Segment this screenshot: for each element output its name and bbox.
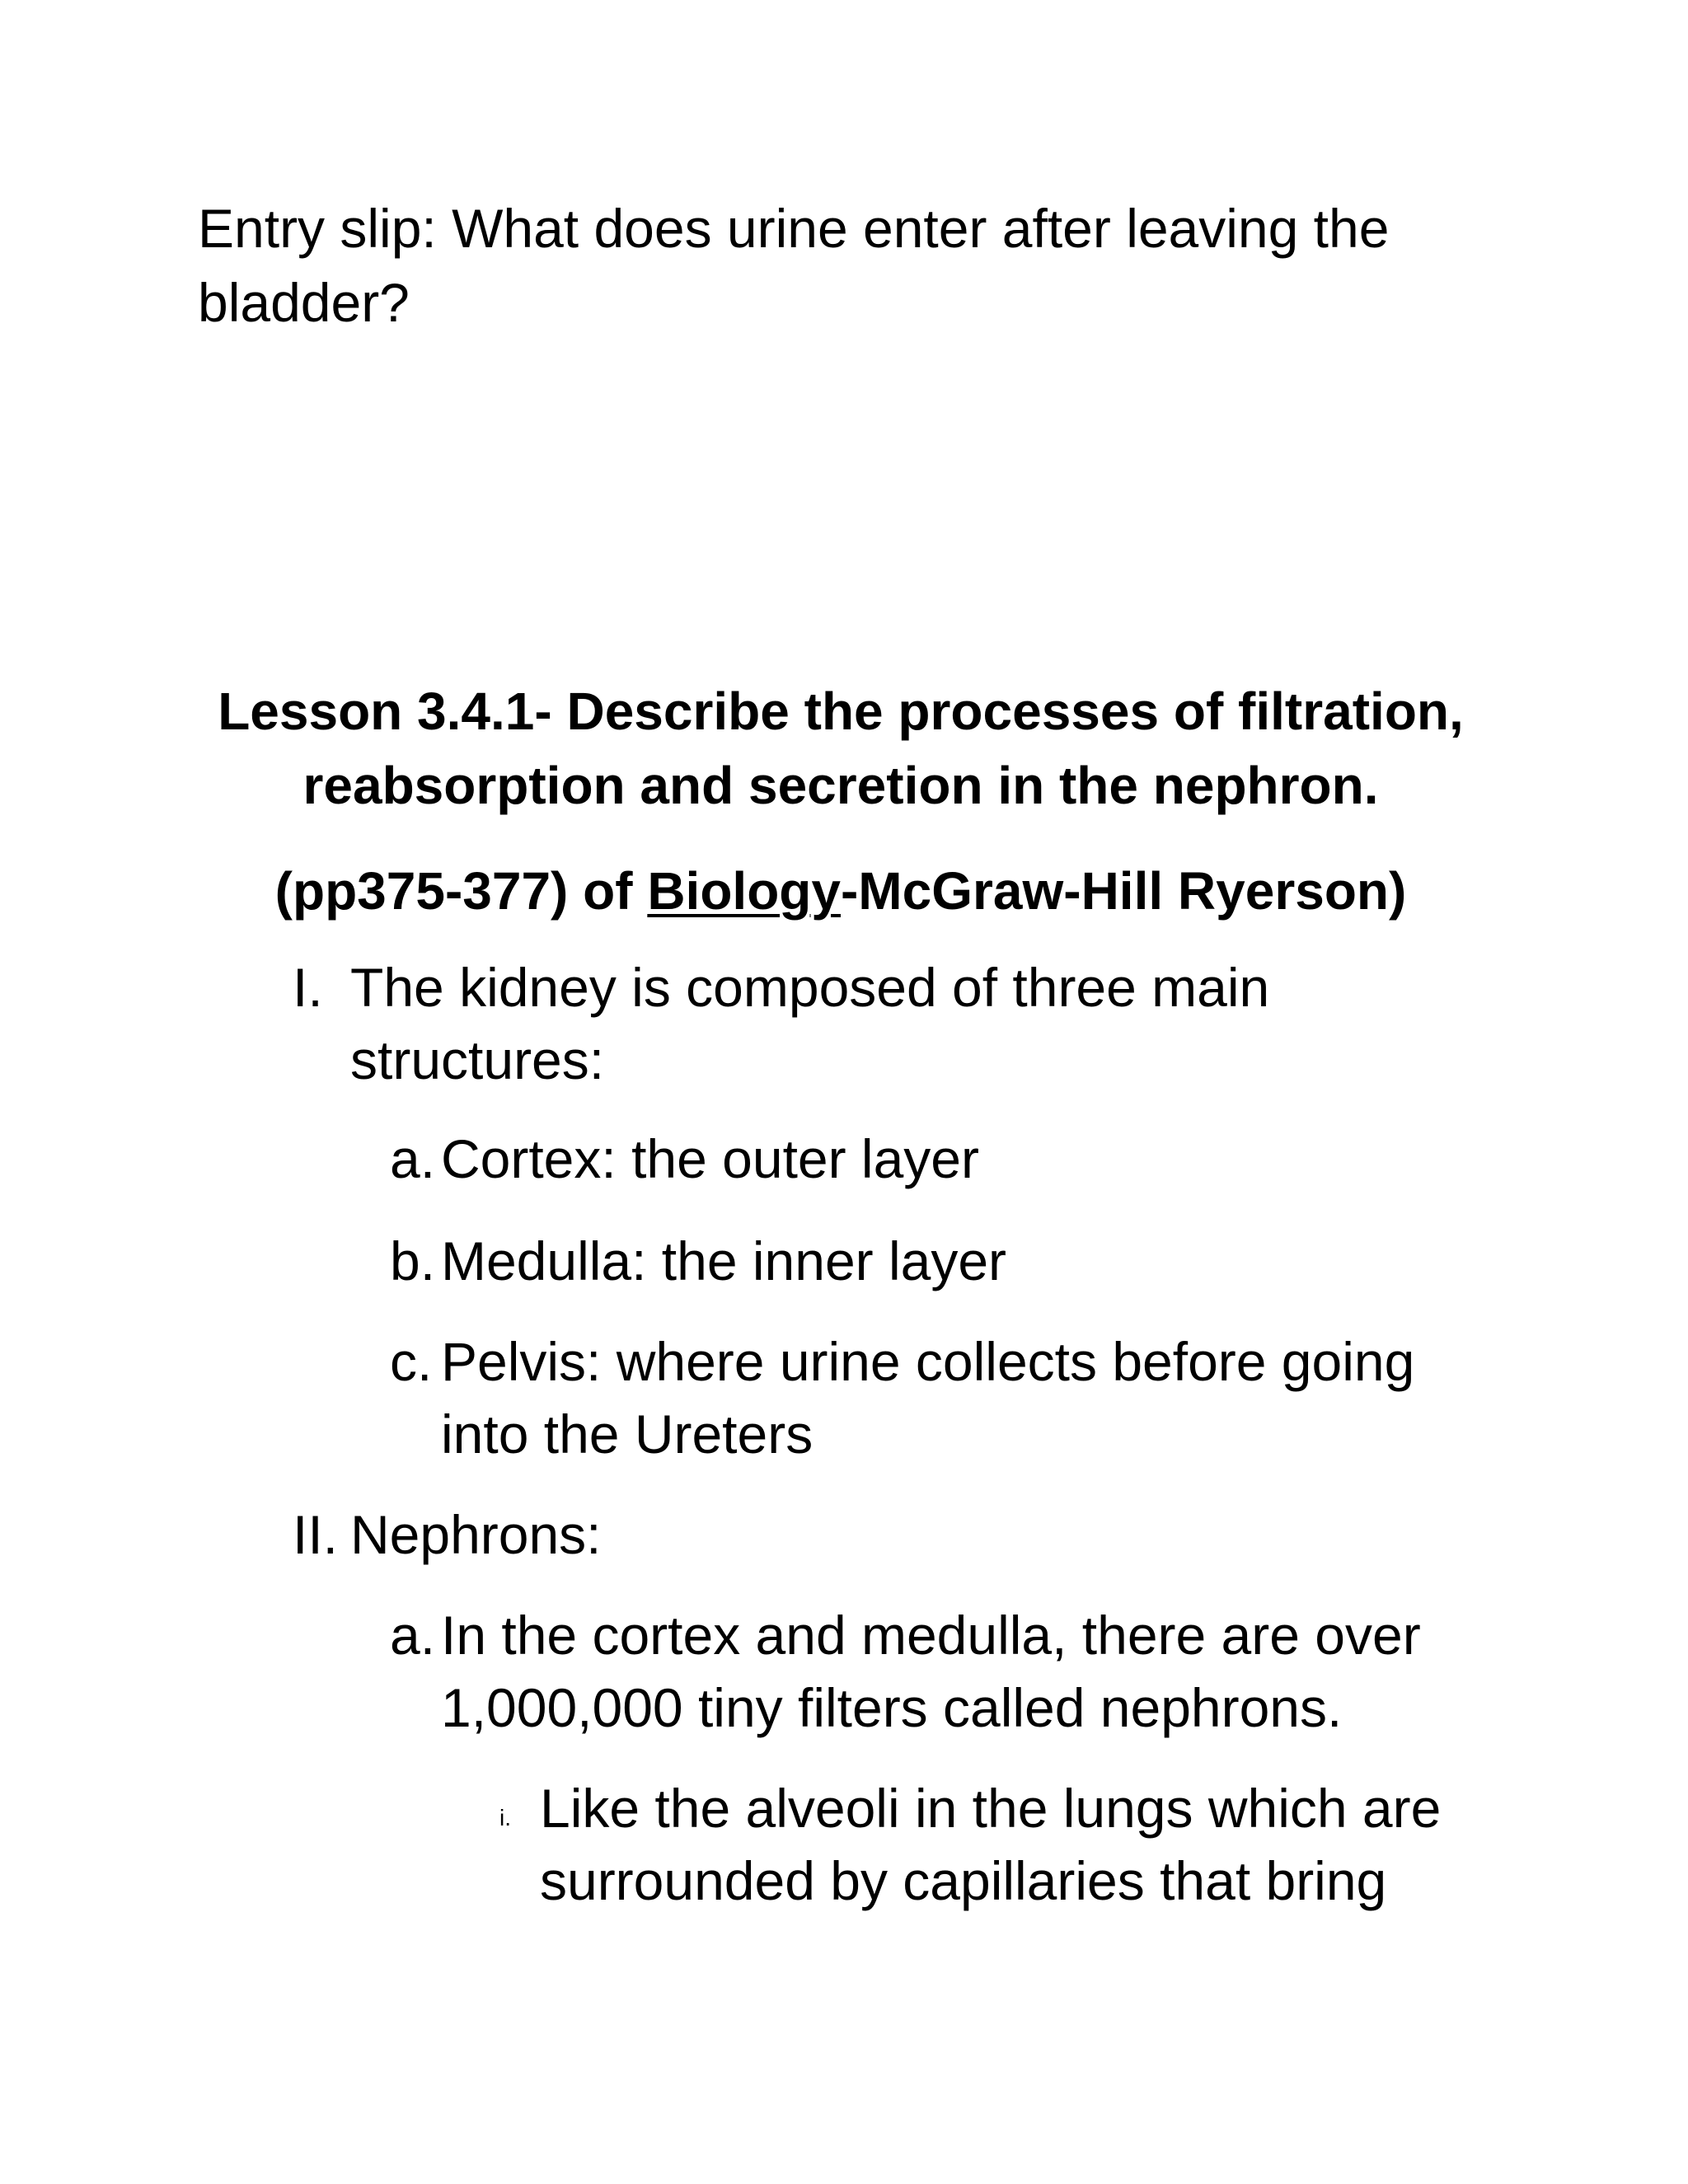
entry-slip-line-1: Entry slip: What does urine enter after leaving the [198, 198, 1390, 259]
section-2-item-a [441, 1599, 1421, 1744]
reference-open: (pp375-377) of [274, 861, 648, 921]
section-1-item-c-line-1: Pelvis: where urine collects before going [441, 1331, 1415, 1392]
section-1-item-c-marker: c. [390, 1331, 433, 1392]
section-1-item-c [441, 1325, 1414, 1470]
lesson-title-line-1: Lesson 3.4.1- Describe the processes of filtration, [218, 682, 1464, 741]
section-1-item-b: Medulla: the inner layer [441, 1230, 1007, 1291]
entry-slip-line-2: bladder? [198, 272, 410, 333]
section-1-text [350, 951, 1269, 1096]
section-2-subitem-i-marker: i. [499, 1805, 511, 1830]
section-2-marker: II. [293, 1504, 339, 1565]
section-1-line-1: The kidney is composed of three main [350, 957, 1270, 1018]
reference-close: -McGraw-Hill Ryerson) [840, 861, 1407, 921]
section-1-item-a-marker: a. [390, 1128, 436, 1189]
section-2-item-a-marker: a. [390, 1605, 436, 1666]
lesson-reference [181, 854, 1500, 928]
lesson-title-line-2: reabsorption and secretion in the nephron. [302, 756, 1379, 815]
reference-book-title: Biology [647, 861, 841, 921]
section-1-marker: I. [293, 957, 323, 1018]
section-2-item-a-line-1: In the cortex and medulla, there are over [441, 1605, 1421, 1666]
section-2-subitem-i-line-1: Like the alveoli in the lungs which are [540, 1778, 1442, 1839]
section-2-item-a-line-2: 1,000,000 tiny filters called nephrons. [441, 1677, 1343, 1738]
section-1-item-c-line-2: into the Ureters [441, 1404, 814, 1465]
section-2-subitem-i [540, 1772, 1441, 1917]
section-2-subitem-i-line-2: surrounded by capillaries that bring [540, 1850, 1387, 1911]
section-1-line-2: structures: [350, 1029, 605, 1090]
lesson-title [181, 674, 1500, 823]
section-1-item-a: Cortex: the outer layer [441, 1128, 979, 1189]
entry-slip [198, 191, 1484, 340]
section-2-text: Nephrons: [350, 1504, 602, 1565]
section-1-item-b-marker: b. [390, 1230, 436, 1291]
